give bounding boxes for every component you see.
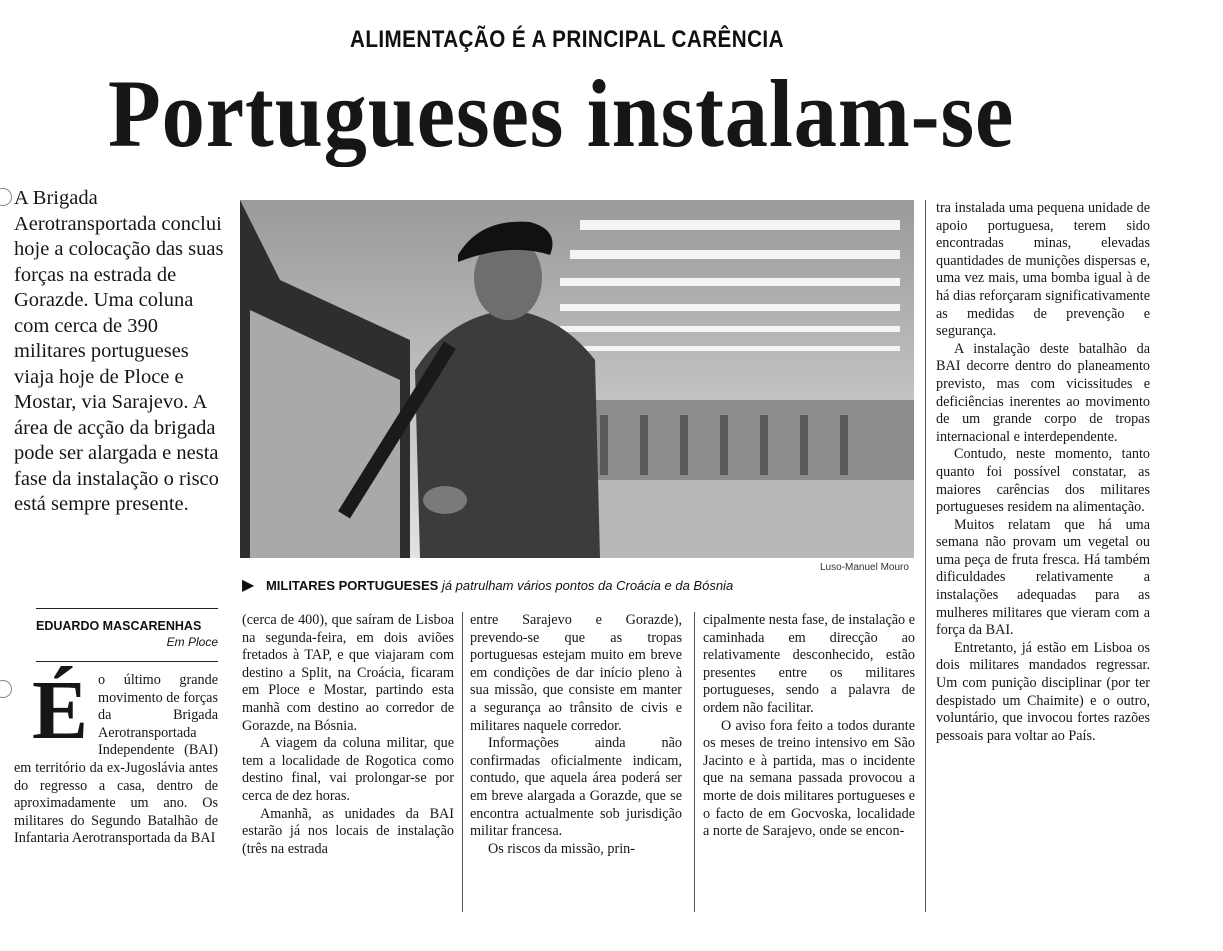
byline — [36, 608, 218, 662]
column-1-text: o último grande movimento de forças da Brigada Aerotransportada Independente (BAI) em território da ex-Jugoslávia antes do regresso a casa, dentro de aproximadamente um ano. Os militares do Segundo Batalhão de Infantaria Aerotransportada da BAI — [14, 672, 218, 847]
caption-lead: MILITARES PORTUGUESES — [265, 578, 439, 593]
lede-summary: A Brigada Aerotransportada conclui hoje a colocação das suas forças na estrada de Gorazde. Uma coluna com cerca de 390 militares portugueses viaja hoje de Ploce e Mostar, via Sarajevo. A área de acção da brigada pode ser alargada e nesta fase da instalação o risco está sempre presente. — [14, 187, 224, 515]
kicker: ALIMENTAÇÃO É A PRINCIPAL CARÊNCIA — [350, 26, 784, 53]
column-divider — [462, 612, 463, 912]
paragraph: O aviso fora feito a todos durante os meses de treino intensivo em São Jacinto e à partida, mas o incidente que na semana passada provocou a morte de dois militares portugueses e o facto de em Gocvoska, localidade a norte de Sarajevo, onde se encon- — [703, 717, 915, 840]
paragraph: Informações ainda não confirmadas oficialmente indicam, contudo, que aquela área poderá ser em breve alargada a Gorazde, que se encontra actualmente sob jurisdição militar francesa. — [470, 735, 682, 840]
headline: Portugueses instalam-se — [108, 60, 1015, 167]
paragraph: A instalação deste batalhão da BAI decorre dentro do planeamento previsto, mas com vicissitudes e deficiências inerentes ao movimento de um grande corpo de tropas internacional e interdependente. — [936, 340, 1150, 445]
photo-caption — [242, 575, 922, 595]
paragraph: A viagem da coluna militar, que tem a localidade de Rogotica como destino final, vai prolongar-se por cerca de dez horas. — [242, 735, 454, 804]
article-column-2 — [242, 612, 454, 858]
article-column-3 — [470, 612, 682, 858]
photo-credit: Luso-Manuel Mouro — [820, 562, 909, 573]
drop-cap: É — [32, 664, 89, 757]
byline-name: EDUARDO MASCARENHAS — [36, 619, 202, 633]
binder-hole — [0, 680, 12, 698]
paragraph: Amanhã, as unidades da BAI estarão já nos locais de instalação (três na estrada — [242, 805, 454, 857]
paragraph: tra instalada uma pequena unidade de apoio portuguesa, terem sido encontradas minas, elevadas quantidades de munições dispersas e, uma vez mais, uma bomba igual à de há dias reforçaram significativamente as medidas de prevenção e segurança. — [936, 200, 1150, 340]
paragraph: Os riscos da missão, prin- — [488, 840, 635, 857]
binder-hole — [0, 188, 12, 206]
byline-location: Em Ploce — [166, 635, 218, 649]
column-divider — [694, 612, 695, 912]
article-column-1 — [14, 664, 218, 848]
paragraph: (cerca de 400), que saíram de Lisboa na segunda-feira, em dois aviões fretados à TAP, e que viajaram com destino a Split, na Croácia, ficaram em Ploce e Mostar, partindo esta manhã com destino ao corredor de Gorazde, na Bósnia. — [242, 612, 454, 734]
caption-text: já patrulham vários pontos da Croácia e da Bósnia — [441, 578, 734, 593]
paragraph: cipalmente nesta fase, de instalação e caminhada em direcção ao relativamente desconhecido, estão presentes entre os militares portugueses, sendo a palavra de ordem não facilitar. — [703, 612, 915, 716]
paragraph: Entretanto, já estão em Lisboa os dois militares mandados regressar. Um com punição disciplinar (por ter despistado um Chaimite) e o outro, voluntário, que invocou fortes razões pessoais para voltar ao País. — [936, 639, 1150, 744]
column-divider — [925, 200, 926, 912]
paragraph: Muitos relatam que há uma semana não provam um vegetal ou uma peça de fruta fresca. Há também dificuldades relativamente a instalações adequadas para as mulheres militares que vieram com a força da BAI. — [936, 516, 1150, 639]
news-photo — [240, 200, 914, 558]
article-column-5 — [936, 200, 1150, 745]
article-column-4 — [703, 612, 915, 841]
caption-arrow-icon: ▶ — [242, 577, 255, 594]
paragraph: Contudo, neste momento, tanto quanto foi possível constatar, as maiores carências dos militares portugueses residem na alimentação. — [936, 446, 1150, 516]
soldier-photo-illustration — [240, 200, 914, 558]
paragraph: entre Sarajevo e Gorazde), prevendo-se que as tropas portuguesas estejam muito em breve em condições de dar início pleno à sua missão, que consiste em manter a segurança ao trânsito de civis e militares naquele corredor. — [470, 612, 682, 734]
